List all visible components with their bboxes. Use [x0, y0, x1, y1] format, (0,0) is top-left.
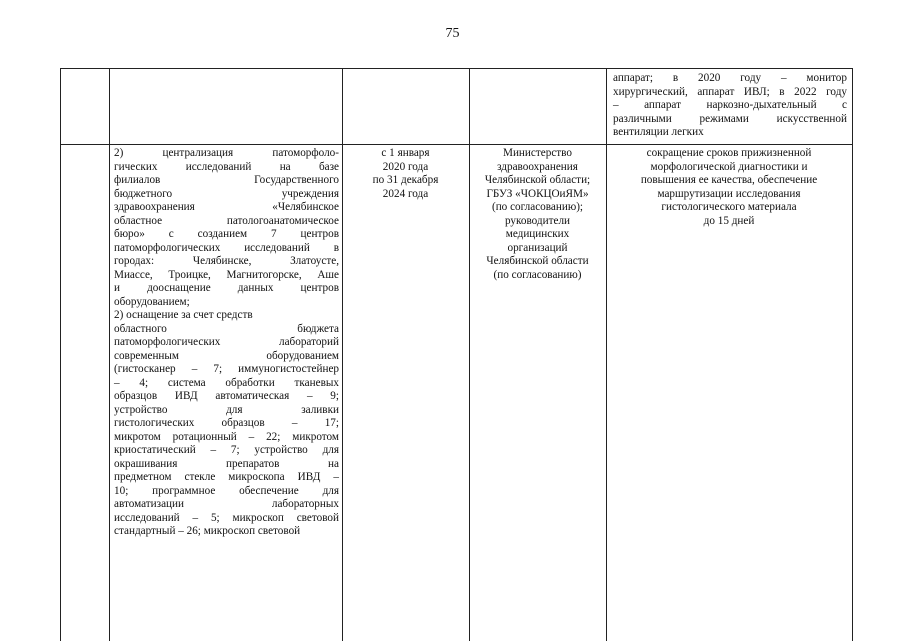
text-line: образцов ИВД автоматическая – 9;: [114, 390, 339, 402]
text-line: 10; программное обеспечение для: [114, 484, 339, 497]
text-line: 2) оснащение за счет средств: [114, 309, 253, 321]
text-line: микротом ротационный – 22; микротом: [114, 430, 339, 443]
text-line: филиалов Государственного: [114, 174, 339, 186]
text-line: Челябинской области: [486, 255, 589, 267]
table-column-border: [606, 69, 607, 641]
table-row-border: [61, 144, 853, 145]
text-line: и дооснащение данных центров: [114, 282, 339, 294]
text-line: криостатический – 7; устройство для: [114, 444, 339, 456]
text-line: морфологической диагностики и: [650, 160, 808, 173]
text-line: 2) централизация патоморфоло-: [114, 147, 339, 159]
text-line: организаций: [507, 241, 568, 254]
text-line: сокращение сроков прижизненной: [646, 147, 812, 159]
text-line: окрашивания препаратов на: [114, 457, 339, 470]
text-line: повышения ее качества, обеспечение: [640, 174, 818, 186]
top-row-result-cell: [613, 72, 847, 140]
text-line: городах: Челябинске, Златоусте,: [114, 255, 339, 267]
text-line: Министерство: [503, 147, 572, 159]
text-line: – аппарат наркозно-дыхательный с: [613, 99, 847, 111]
period-cell: [345, 147, 466, 201]
text-line: аппарат; в 2020 году – монитор: [613, 72, 847, 84]
text-line: – 4; система обработки тканевых: [114, 376, 339, 389]
table-column-border: [469, 69, 470, 641]
text-line: предметном стекле микроскопа ИВД –: [114, 471, 339, 483]
text-line: областного бюджета: [114, 322, 339, 335]
table-column-border: [852, 69, 853, 641]
text-line: руководители: [504, 214, 571, 227]
text-line: ГБУЗ «ЧОКЦОиЯМ»: [486, 187, 589, 200]
table-column-border: [342, 69, 343, 641]
responsible-cell: [472, 147, 603, 282]
text-line: хирургический, аппарат ИВЛ; в 2022 году: [613, 85, 847, 98]
activity-cell: [114, 147, 339, 539]
text-line: (гистосканер – 7; иммуногистостейнер: [114, 363, 339, 375]
text-line: современным оборудованием: [114, 349, 339, 362]
text-line: гических исследований на базе: [114, 160, 339, 173]
text-line: устройство для заливки: [114, 403, 339, 416]
text-line: бюро» с созданием 7 центров: [114, 228, 339, 240]
text-line: гистологических образцов – 17;: [114, 417, 339, 429]
text-line: (по согласованию): [493, 268, 582, 281]
text-line: Челябинской области;: [484, 174, 591, 186]
text-line: медицинских: [505, 228, 570, 240]
text-line: автоматизации лабораторных: [114, 498, 339, 510]
text-line: до 15 дней: [703, 214, 755, 227]
text-line: маршрутизации исследования: [657, 187, 801, 200]
text-line: гистологического материала: [661, 201, 797, 213]
result-cell: [609, 147, 849, 228]
text-line: здравоохранения: [497, 160, 578, 173]
text-line: различными режимами искусственной: [613, 112, 847, 125]
text-line: бюджетного учреждения: [114, 187, 339, 200]
text-line: оборудованием;: [114, 295, 190, 308]
text-line: по 31 декабря: [372, 174, 439, 186]
text-line: 2024 года: [382, 187, 429, 200]
text-line: здравоохранения «Челябинское: [114, 201, 339, 213]
text-line: патоморфологических лабораторий: [114, 336, 339, 348]
text-line: исследований – 5; микроскоп световой: [114, 511, 339, 524]
table-column-border: [109, 69, 110, 641]
text-line: с 1 января: [381, 147, 430, 159]
text-line: стандартный – 26; микроскоп световой: [114, 525, 301, 537]
text-line: (по согласованию);: [491, 201, 584, 213]
page-number: 75: [445, 26, 460, 41]
plan-table: [60, 68, 853, 641]
text-line: патоморфологических исследований в: [114, 241, 339, 254]
text-line: вентиляции легких: [613, 126, 704, 138]
text-line: 2020 года: [382, 160, 429, 173]
text-line: Миассе, Троицке, Магнитогорске, Аше: [114, 268, 339, 281]
text-line: областное патологоанатомическое: [114, 214, 339, 227]
